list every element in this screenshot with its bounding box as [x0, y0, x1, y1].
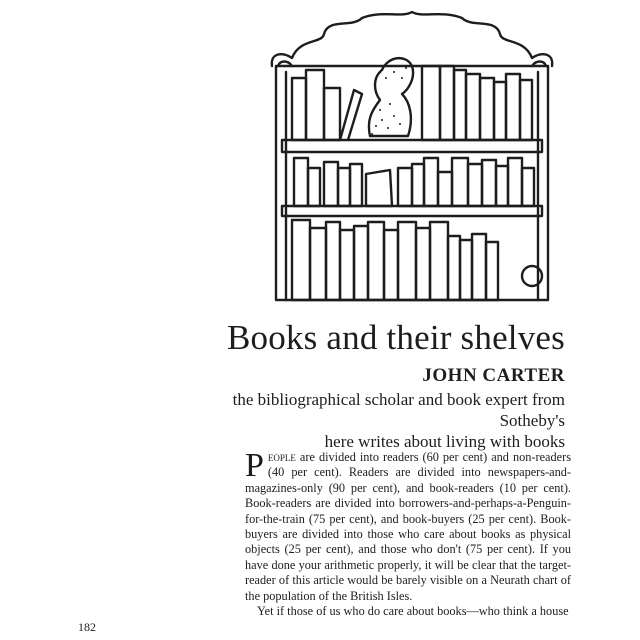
subtitle-line: the bibliographical scholar and book expert from Sotheby's: [232, 390, 565, 430]
article-body: [245, 447, 571, 619]
body-paragraph: [245, 447, 571, 604]
subtitle-line: here writes about living with books: [324, 432, 565, 451]
paragraph-text: are divided into readers (60 per cent) and non-readers (40 per cent). Readers are divided into newspapers-and-magazines-only (90 per cent), and book-readers (10 per cent). Book-readers are divided into borrowers-and-perhaps-a-Penguin-for-the-train (75 per cent), and book-buyers (25 per cent). Book-buyers are divided into those who care about books as physical objects (25 per cent), and those who don't (75 per cent). If you have done your arithmetic properly, it will be clear that the target-reader of this article would be barely visible on a Neurath chart of the population of the British Isles.: [245, 450, 571, 603]
bookshelf-illustration-icon: [262, 8, 562, 306]
article-title: Books and their shelves: [226, 318, 565, 357]
article-subtitle: [200, 389, 565, 452]
drop-cap: P: [245, 447, 264, 484]
page-number: 182: [78, 620, 96, 634]
body-paragraph: Yet if those of us who do care about books—who think a house: [257, 604, 569, 619]
author-name: JOHN CARTER: [422, 365, 565, 386]
lead-smallcaps: eople: [267, 450, 296, 464]
